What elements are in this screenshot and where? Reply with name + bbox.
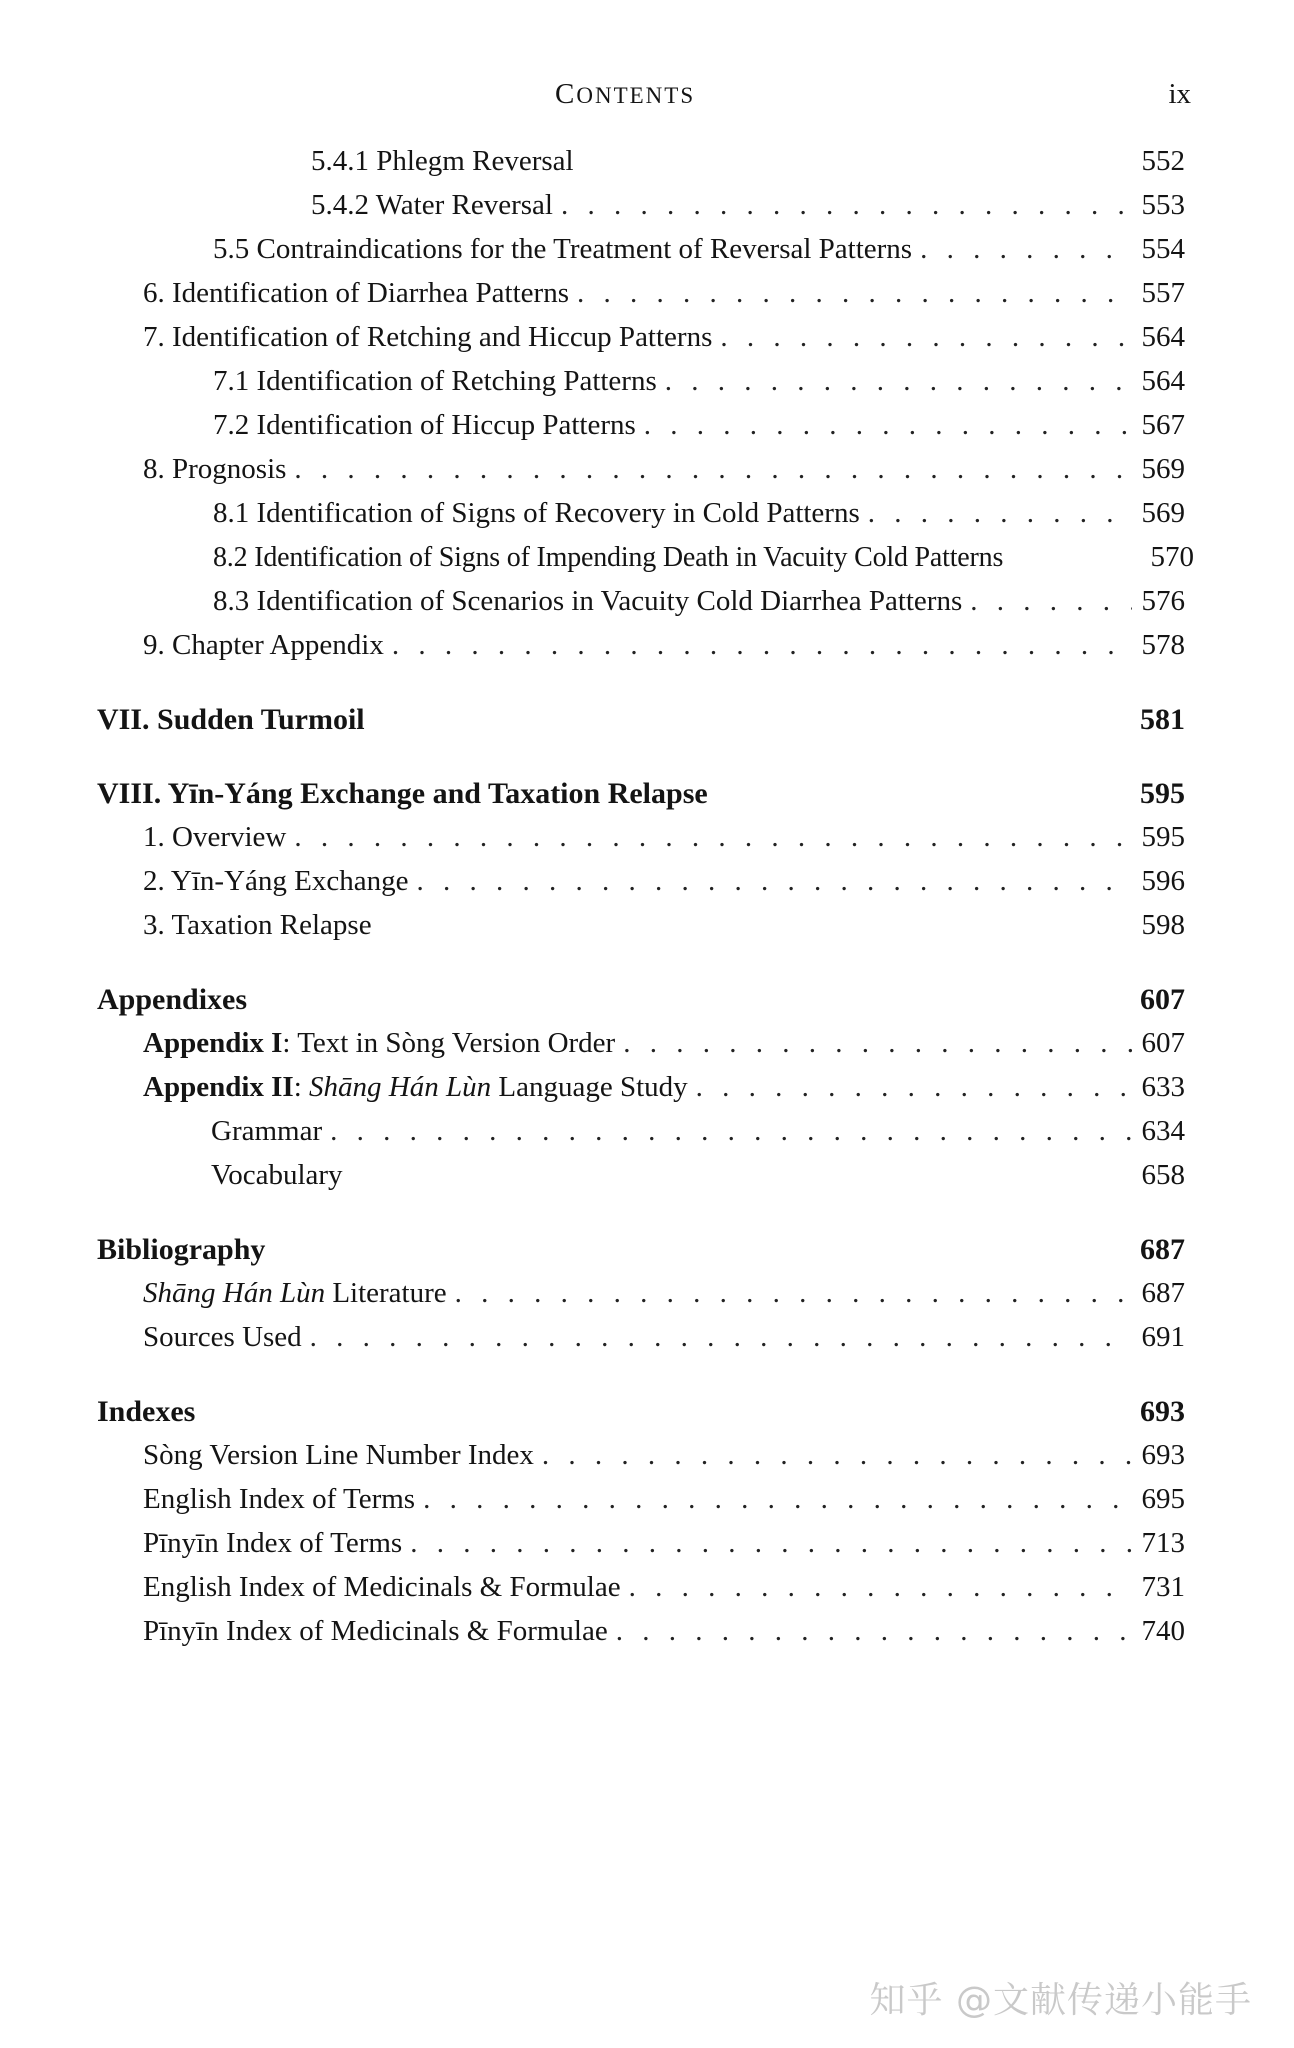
toc-entry-label: 1. Overview — [143, 821, 287, 853]
toc-chapter-indexes — [97, 1395, 1185, 1439]
toc-entry-7-2 — [213, 409, 1185, 453]
toc-entry-page: 658 — [1141, 1159, 1185, 1191]
leader-dots — [416, 865, 1131, 898]
leader-dots — [665, 365, 1132, 398]
toc-entry-8-1 — [213, 497, 1185, 541]
toc-entry-page: 607 — [1141, 1027, 1185, 1059]
toc-entry-label: 8.2 Identification of Signs of Impending Death in Vacuity Cold Patterns — [213, 542, 1004, 573]
toc-entry-page: 553 — [1141, 189, 1185, 221]
toc-entry-page: 634 — [1141, 1115, 1185, 1147]
appendix-ii-colon: : — [293, 1071, 310, 1103]
toc-chapter-label: VII. Sudden Turmoil — [97, 703, 365, 736]
toc-entry-8 — [143, 453, 1185, 497]
toc-chapter-vii — [97, 703, 1185, 747]
toc-entry-page: 633 — [1141, 1071, 1185, 1103]
toc-entry-page: 695 — [1141, 1483, 1185, 1515]
toc-entry-page: 552 — [1141, 145, 1185, 177]
leader-dots — [310, 1321, 1132, 1354]
toc-entry-label: 9. Chapter Appendix — [143, 629, 384, 661]
toc-entry-page: 713 — [1141, 1527, 1185, 1559]
toc-entry-page: 569 — [1141, 453, 1185, 485]
toc-entry-label: 3. Taxation Relapse — [143, 909, 372, 941]
toc-entry-appendix-i — [143, 1027, 1185, 1071]
toc-chapter-page: 581 — [1140, 703, 1185, 736]
toc-entry-page: 691 — [1141, 1321, 1185, 1353]
leader-dots — [577, 277, 1132, 310]
toc-chapter-appendixes — [97, 983, 1185, 1027]
appendix-i-subtitle: : Text in Sòng Version Order — [282, 1027, 616, 1059]
toc-entry-label: 5.4.1 Phlegm Reversal — [311, 145, 574, 177]
toc-entry-page: 576 — [1141, 585, 1185, 617]
leader-dots — [629, 1571, 1132, 1604]
toc-entry-viii-1 — [143, 821, 1185, 865]
toc-entry-label: 2. Yīn-Yáng Exchange — [143, 865, 409, 897]
page-number: ix — [1168, 78, 1191, 110]
literature-italic-title: Shāng Hán Lùn — [143, 1277, 326, 1309]
toc-entry-label: 6. Identification of Diarrhea Patterns — [143, 277, 569, 309]
toc-entry-label: 7.2 Identification of Hiccup Patterns — [213, 409, 636, 441]
leader-dots — [294, 453, 1131, 486]
toc-entry-label: 8. Prognosis — [143, 453, 287, 485]
leader-dots — [561, 189, 1132, 222]
toc-entry-label: Pīnyīn Index of Medicinals & Formulae — [143, 1615, 608, 1647]
running-head — [0, 78, 1294, 118]
toc-entry-page: 687 — [1141, 1277, 1185, 1309]
toc-entry-7-1 — [213, 365, 1185, 409]
leader-dots — [920, 233, 1131, 266]
toc-entry-6 — [143, 277, 1185, 321]
leader-dots — [868, 497, 1132, 530]
toc-chapter-bibliography — [97, 1233, 1185, 1277]
toc-entry-page: 598 — [1141, 909, 1185, 941]
toc-entry-vocabulary — [211, 1159, 1185, 1203]
leader-dots — [392, 629, 1132, 662]
toc-entry-sources-used — [143, 1321, 1185, 1365]
toc-entry-grammar — [211, 1115, 1185, 1159]
toc-entry-page: 567 — [1141, 409, 1185, 441]
toc-chapter-label: Bibliography — [97, 1233, 266, 1266]
toc-entry-8-2 — [213, 541, 1194, 585]
leader-dots — [542, 1439, 1132, 1472]
toc-entry-label: Pīnyīn Index of Terms — [143, 1527, 403, 1559]
toc-chapter-label: VIII. Yīn-Yáng Exchange and Taxation Relapse — [97, 777, 708, 810]
appendix-ii-title: Appendix II — [143, 1071, 294, 1103]
toc-entry-7 — [143, 321, 1185, 365]
toc-entry-label: English Index of Terms — [143, 1483, 416, 1515]
leader-dots — [623, 1027, 1131, 1060]
toc-entry-page: 596 — [1141, 865, 1185, 897]
toc-entry-english-index-terms — [143, 1483, 1185, 1527]
toc-entry-label: Sources Used — [143, 1321, 302, 1353]
toc-entry-page: 564 — [1141, 365, 1185, 397]
watermark: 知乎 @文献传递小能手 — [869, 1980, 1252, 2021]
leader-dots — [720, 321, 1131, 354]
toc-entry-label: 7. Identification of Retching and Hiccup Patterns — [143, 321, 713, 353]
toc-entry-pinyin-index-terms — [143, 1527, 1185, 1571]
toc-entry-page: 564 — [1141, 321, 1185, 353]
toc-entry-page: 731 — [1141, 1571, 1185, 1603]
leader-dots — [294, 821, 1131, 854]
toc-entry-page: 578 — [1141, 629, 1185, 661]
toc-entry-8-3 — [213, 585, 1185, 629]
leader-dots — [330, 1115, 1131, 1148]
toc-entry-viii-2 — [143, 865, 1185, 909]
toc-entry-9 — [143, 629, 1185, 673]
toc-entry-label: 5.4.2 Water Reversal — [311, 189, 553, 221]
toc-entry-5-4-2 — [311, 189, 1185, 233]
toc-entry-shang-han-lun-literature — [143, 1277, 1185, 1321]
toc-entry-label: 7.1 Identification of Retching Patterns — [213, 365, 657, 397]
toc-entry-page: 557 — [1141, 277, 1185, 309]
appendix-i-title: Appendix I — [143, 1027, 283, 1059]
toc-entry-label: English Index of Medicinals & Formulae — [143, 1571, 621, 1603]
toc-entry-appendix-ii — [143, 1071, 1185, 1115]
toc-entry-label: 8.3 Identification of Scenarios in Vacuity Cold Diarrhea Patterns — [213, 585, 963, 617]
toc-entry-label: Vocabulary — [211, 1159, 343, 1191]
toc-entry-label — [143, 1277, 455, 1310]
leader-dots — [616, 1615, 1132, 1648]
toc-chapter-label: Appendixes — [97, 983, 248, 1016]
toc-chapter-page: 693 — [1140, 1395, 1185, 1428]
toc-entry-label — [143, 1071, 696, 1104]
leader-dots — [696, 1071, 1132, 1104]
running-title-initial: C — [555, 78, 577, 110]
toc-chapter-label: Indexes — [97, 1395, 196, 1428]
appendix-ii-subtitle: Language Study — [491, 1071, 688, 1103]
toc-entry-label: Sòng Version Line Number Index — [143, 1439, 534, 1471]
toc-entry-pinyin-index-medicinals — [143, 1615, 1185, 1659]
toc-entry-5-4-1 — [311, 145, 1185, 189]
toc-entry-label: 8.1 Identification of Signs of Recovery in Cold Patterns — [213, 497, 860, 529]
toc-entry-page: 569 — [1141, 497, 1185, 529]
toc-entry-song-line-index — [143, 1439, 1185, 1483]
toc-entry-5-5 — [213, 233, 1185, 277]
running-title-rest: ONTENTS — [576, 83, 696, 108]
leader-dots — [455, 1277, 1132, 1310]
toc-entry-label — [143, 1027, 623, 1060]
toc-entry-english-index-medicinals — [143, 1571, 1185, 1615]
appendix-ii-italic: Shāng Hán Lùn — [309, 1071, 492, 1103]
leader-dots — [644, 409, 1132, 442]
toc-chapter-page: 595 — [1140, 777, 1185, 810]
toc-entry-viii-3 — [143, 909, 1185, 953]
toc-entry-label: 5.5 Contraindications for the Treatment of Reversal Patterns — [213, 233, 913, 265]
leader-dots — [410, 1527, 1131, 1560]
leader-dots — [970, 585, 1131, 618]
literature-rest: Literature — [325, 1277, 447, 1309]
toc-entry-label: Grammar — [211, 1115, 323, 1147]
toc-chapter-viii — [97, 777, 1185, 821]
running-title — [555, 78, 695, 111]
toc-entry-page: 554 — [1141, 233, 1185, 265]
leader-dots — [423, 1483, 1131, 1516]
toc-entry-page: 693 — [1141, 1439, 1185, 1471]
toc-entry-page: 740 — [1141, 1615, 1185, 1647]
toc-chapter-page: 687 — [1140, 1233, 1185, 1266]
toc-entry-page: 570 — [1150, 541, 1194, 573]
toc-chapter-page: 607 — [1140, 983, 1185, 1016]
toc-entry-page: 595 — [1141, 821, 1185, 853]
